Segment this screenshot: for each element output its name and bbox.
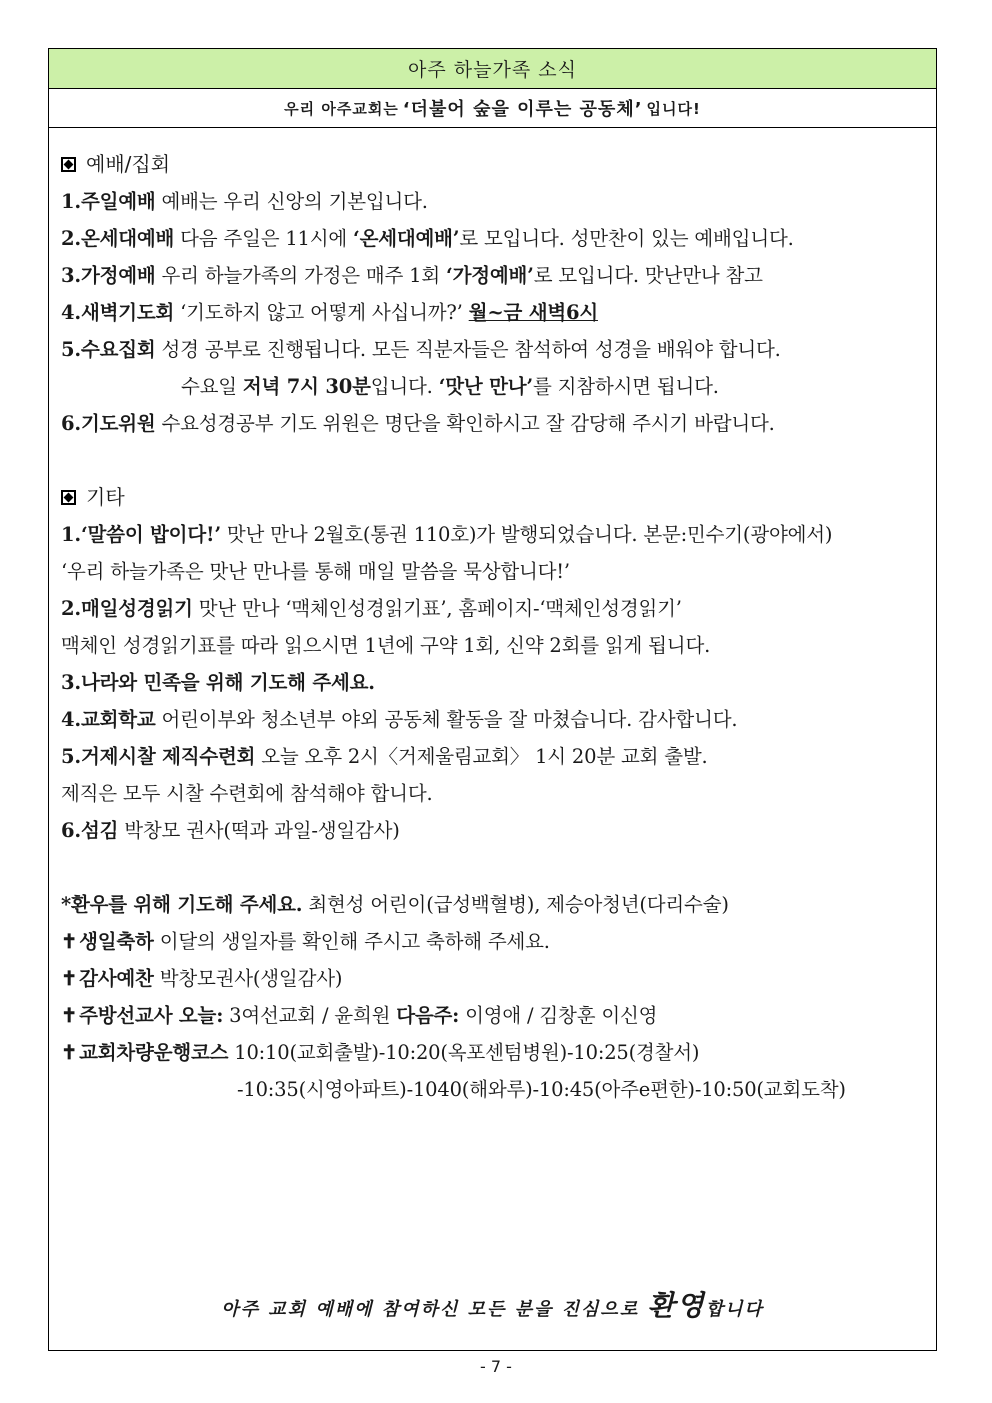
etc-item xyxy=(61,590,936,627)
section-title: 기타 xyxy=(86,485,125,509)
title-text: 아주 하늘가족 소식 xyxy=(408,59,577,81)
etc-item xyxy=(61,701,936,738)
item-label: 생일축하 xyxy=(79,930,154,953)
item-label: 4.새벽기도회 xyxy=(61,301,175,324)
section-title: 예배/집회 xyxy=(86,152,171,176)
item-text: 맛난 만나 ‘맥체인성경읽기표’, 홈페이지-‘맥체인성경읽기’ xyxy=(192,597,682,620)
item-label: 2.매일성경읽기 xyxy=(61,597,193,620)
item-bold: ‘온세대예배’ xyxy=(353,227,460,250)
worship-item xyxy=(61,183,936,220)
etc-item xyxy=(61,516,936,553)
item-text: 제직은 모두 시찰 수련회에 참석해야 합니다. xyxy=(61,782,433,805)
notice-item xyxy=(61,960,936,997)
item-text: -10:35(시영아파트)-1040(해와루)-10:45(아주e편한)-10:50(교회도착) xyxy=(237,1078,846,1101)
item-text: 이달의 생일자를 확인해 주시고 축하해 주세요. xyxy=(153,930,550,953)
worship-item xyxy=(61,331,936,368)
subtitle-pre: 우리 아주교회는 xyxy=(284,99,399,118)
footer-text: 아주 교회 예배에 참여하신 모든 분을 진심으로 xyxy=(221,1299,648,1320)
subtitle-highlight: ‘더불어 숲을 이루는 공동체’ xyxy=(402,99,643,120)
item-text: 를 지참하시면 됩니다. xyxy=(533,375,719,398)
content xyxy=(49,128,936,1108)
page-title xyxy=(49,49,936,89)
diamond-box-icon xyxy=(61,157,76,172)
etc-item xyxy=(61,812,936,849)
worship-item xyxy=(61,257,936,294)
diamond-box-icon xyxy=(61,490,76,505)
item-text: 로 모입니다. 맛난만나 참고 xyxy=(533,264,763,287)
item-label: 6.기도위원 xyxy=(61,412,156,435)
item-label: 교회차량운행코스 xyxy=(79,1041,229,1064)
item-label: 1.‘말씀이 밥이다!’ xyxy=(61,523,221,546)
worship-item-continuation xyxy=(61,368,936,405)
section-etc-heading xyxy=(61,479,936,516)
etc-item xyxy=(61,738,936,775)
item-label: 2.온세대예배 xyxy=(61,227,175,250)
item-bold: 저녁 7시 30분 xyxy=(242,375,371,398)
footer-text: 합니다 xyxy=(705,1299,764,1320)
subtitle-post: 입니다! xyxy=(646,99,701,118)
item-label: 4.교회학교 xyxy=(61,708,156,731)
item-label: 3.나라와 민족을 위해 기도해 주세요. xyxy=(61,671,375,694)
etc-item xyxy=(61,553,936,590)
asterisk-icon: * xyxy=(61,893,71,916)
spacer xyxy=(61,442,936,479)
item-text: 박창모 권사(떡과 과일-생일감사) xyxy=(118,819,400,842)
item-label: 3.가정예배 xyxy=(61,264,156,287)
item-label: 주방선교사 오늘: xyxy=(79,1004,224,1027)
notice-item xyxy=(61,923,936,960)
spacer xyxy=(61,849,936,886)
item-text: 이영애 / 김창훈 이신영 xyxy=(459,1004,658,1027)
bulletin-frame xyxy=(48,48,937,1351)
item-text: 오늘 오후 2시〈거제울림교회〉 1시 20분 교회 출발. xyxy=(255,745,708,768)
item-text: 수요성경공부 기도 위원은 명단을 확인하시고 잘 감당해 주시기 바랍니다. xyxy=(155,412,775,435)
etc-item xyxy=(61,627,936,664)
route-continuation xyxy=(61,1071,936,1108)
subtitle xyxy=(49,89,936,128)
item-underline: 월~금 새벽6시 xyxy=(468,301,598,324)
item-text: 예배는 우리 신앙의 기본입니다. xyxy=(155,190,428,213)
item-text: 10:10(교회출발)-10:20(옥포센텀병원)-10:25(경찰서) xyxy=(228,1041,700,1064)
etc-item xyxy=(61,775,936,812)
page-number: - 7 - xyxy=(480,1357,512,1376)
footer-emphasis: 환영 xyxy=(647,1289,706,1322)
welcome-footer xyxy=(49,1284,936,1324)
item-text: 어린이부와 청소년부 야외 공동체 활동을 잘 마쳤습니다. 감사합니다. xyxy=(155,708,738,731)
worship-item xyxy=(61,220,936,257)
cross-icon: ✝ xyxy=(61,1004,78,1027)
item-label: 감사예찬 xyxy=(79,967,154,990)
item-text: 우리 하늘가족의 가정은 매주 1회 xyxy=(155,264,446,287)
notice-item xyxy=(61,1034,936,1071)
item-text: ‘기도하지 않고 어떻게 사십니까?’ xyxy=(174,301,469,324)
item-text: 다음 주일은 11시에 xyxy=(174,227,354,250)
worship-item xyxy=(61,294,936,331)
item-label: 다음주: xyxy=(396,1004,460,1027)
item-text: 맛난 만나 2월호(통권 110호)가 발행되었습니다. 본문:민수기(광야에서) xyxy=(220,523,833,546)
worship-item xyxy=(61,405,936,442)
notice-item xyxy=(61,886,936,923)
item-bold: ‘가정예배’ xyxy=(446,264,534,287)
section-worship-heading xyxy=(61,146,936,183)
item-text: 입니다. xyxy=(370,375,439,398)
item-text: 수요일 xyxy=(181,375,243,398)
item-label: 5.거제시찰 제직수련회 xyxy=(61,745,256,768)
etc-item xyxy=(61,664,936,701)
item-text: 3여선교회 / 윤희원 xyxy=(223,1004,397,1027)
item-label: 환우를 위해 기도해 주세요. xyxy=(71,893,303,916)
item-text: 성경 공부로 진행됩니다. 모든 직분자들은 참석하여 성경을 배워야 합니다. xyxy=(155,338,781,361)
cross-icon: ✝ xyxy=(61,1041,78,1064)
item-text: ‘우리 하늘가족은 맛난 만나를 통해 매일 말씀을 묵상합니다!’ xyxy=(61,560,570,583)
item-text: 최현성 어린이(급성백혈병), 제승아청년(다리수술) xyxy=(302,893,729,916)
item-bold: ‘맛난 만나’ xyxy=(438,375,534,398)
item-text: 박창모권사(생일감사) xyxy=(153,967,343,990)
cross-icon: ✝ xyxy=(61,967,78,990)
cross-icon: ✝ xyxy=(61,930,78,953)
notice-item xyxy=(61,997,936,1034)
item-text: 로 모입니다. 성만찬이 있는 예배입니다. xyxy=(459,227,794,250)
item-text: 맥체인 성경읽기표를 따라 읽으시면 1년에 구약 1회, 신약 2회를 읽게 됩니다. xyxy=(61,634,711,657)
item-label: 1.주일예배 xyxy=(61,190,156,213)
item-label: 5.수요집회 xyxy=(61,338,156,361)
item-label: 6.섬김 xyxy=(61,819,119,842)
